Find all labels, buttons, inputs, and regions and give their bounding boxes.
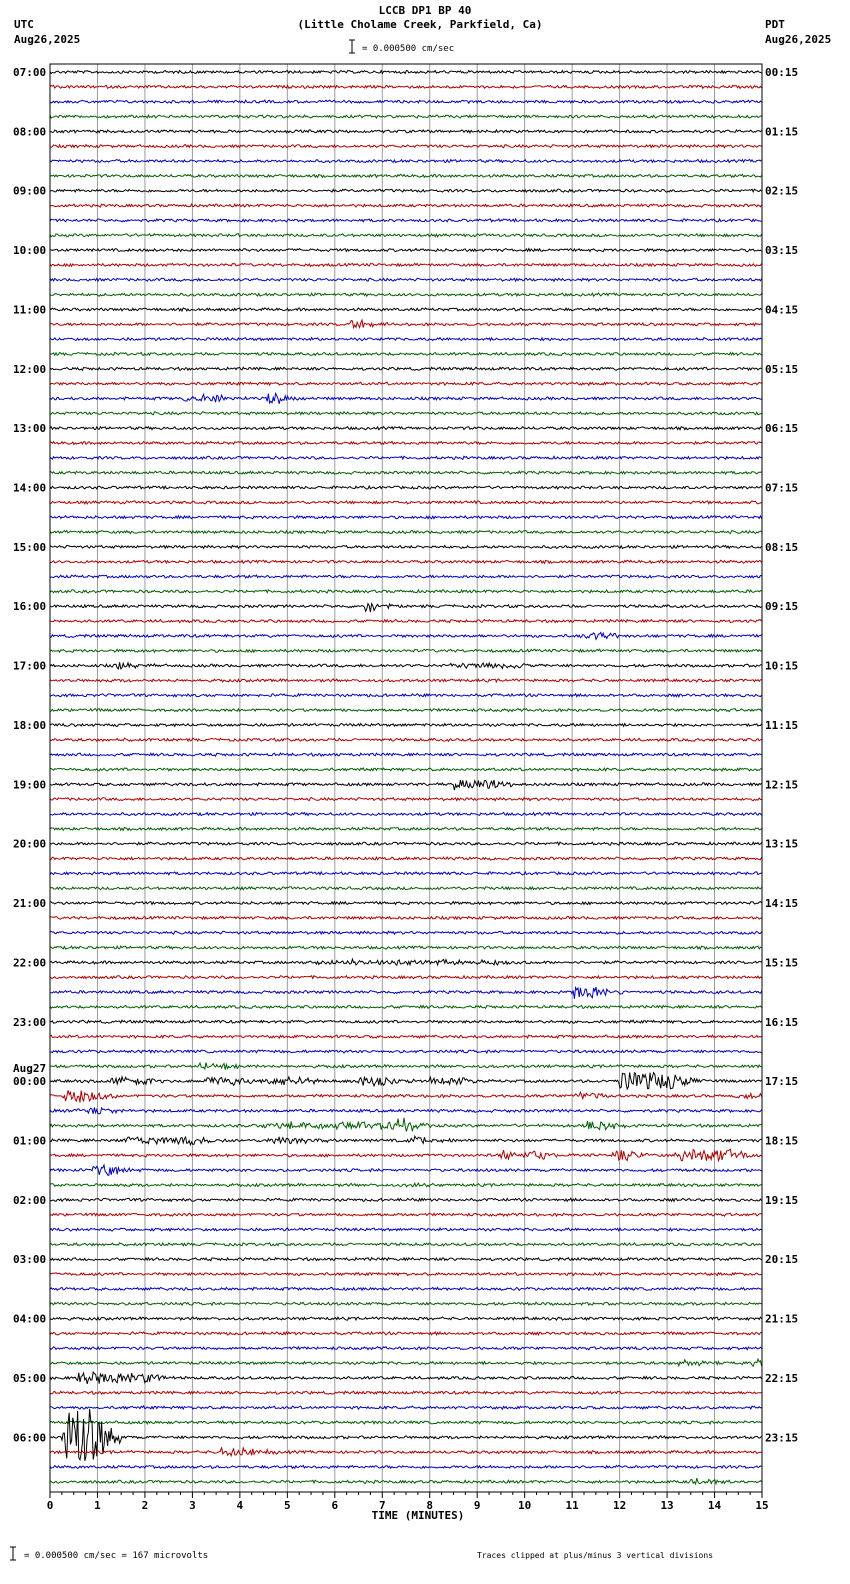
trace-line <box>50 115 762 118</box>
trace-line <box>50 545 762 548</box>
trace-line <box>50 887 762 890</box>
trace-line <box>50 827 762 830</box>
trace-line <box>50 1332 762 1335</box>
trace-line <box>50 1063 762 1070</box>
pdt-hour-label: 23:15 <box>765 1431 799 1445</box>
axis-labels <box>13 66 798 1512</box>
pdt-hour-label: 17:15 <box>765 1075 799 1089</box>
trace-line <box>50 604 762 613</box>
x-tick-label: 9 <box>473 1499 481 1512</box>
x-tick-label: 14 <box>707 1499 722 1512</box>
trace-line <box>50 987 762 999</box>
utc-hour-label: 06:00 <box>13 1431 47 1445</box>
x-tick-label: 2 <box>141 1499 149 1512</box>
trace-line <box>50 1149 762 1160</box>
trace-line <box>50 857 762 860</box>
trace-line <box>50 1302 762 1305</box>
trace-line <box>50 1108 762 1114</box>
pdt-hour-label: 22:15 <box>765 1371 799 1385</box>
station-subtitle: (Little Cholame Creek, Parkfield, Ca) <box>297 18 543 31</box>
trace-line <box>50 768 762 771</box>
trace-line <box>50 486 762 489</box>
trace-line <box>50 976 762 979</box>
trace-line <box>50 1273 762 1276</box>
trace-line <box>50 393 762 403</box>
trace-line <box>50 234 762 237</box>
clip-note: Traces clipped at plus/minus 3 vertical divisions <box>477 1551 714 1560</box>
trace-line <box>50 130 762 133</box>
x-tick-label: 4 <box>236 1499 244 1512</box>
trace-line <box>50 1136 762 1145</box>
x-tick-label: 7 <box>378 1499 386 1512</box>
trace-line <box>50 1317 762 1320</box>
utc-hour-label: 07:00 <box>13 66 47 79</box>
pdt-hour-label: 20:15 <box>765 1253 799 1267</box>
trace-line <box>50 1447 762 1456</box>
trace-line <box>50 367 762 370</box>
trace-line <box>50 1478 762 1484</box>
chart-title: LCCB DP1 BP 40 <box>378 4 472 17</box>
pdt-hour-label: 18:15 <box>765 1134 799 1148</box>
trace-line <box>50 738 762 741</box>
trace-line <box>50 71 762 74</box>
trace-line <box>50 1391 762 1394</box>
trace-line <box>50 931 762 934</box>
utc-hour-label: 16:00 <box>13 600 47 614</box>
utc-hour-label: 19:00 <box>13 778 47 792</box>
trace-line <box>50 1287 762 1290</box>
trace-line <box>50 709 762 712</box>
trace-line <box>50 1406 762 1409</box>
trace-line <box>50 382 762 385</box>
pdt-date-label: Aug26,2025 <box>765 33 832 46</box>
trace-line <box>50 632 762 639</box>
trace-line <box>50 1090 762 1102</box>
pdt-hour-label: 03:15 <box>765 244 799 258</box>
trace-line <box>50 189 762 192</box>
pdt-hour-label: 16:15 <box>765 1015 799 1029</box>
trace-line <box>50 916 762 919</box>
trace-line <box>50 662 762 669</box>
amplitude-scale-label: = 0.000500 cm/sec <box>362 44 455 54</box>
pdt-hour-label: 07:15 <box>765 481 799 495</box>
x-axis-title: TIME (MINUTES) <box>371 1509 465 1522</box>
trace-line <box>50 85 762 88</box>
trace-line <box>50 278 762 281</box>
x-tick-label: 5 <box>284 1499 291 1512</box>
trace-line <box>50 1035 762 1038</box>
pdt-hour-label: 12:15 <box>765 778 799 792</box>
trace-line <box>50 1421 762 1424</box>
utc-hour-label: 18:00 <box>13 718 47 732</box>
trace-line <box>50 338 762 341</box>
utc-hour-label: 12:00 <box>13 362 47 376</box>
trace-line <box>50 145 762 148</box>
x-tick-label: 12 <box>612 1499 627 1512</box>
trace-line <box>50 1183 762 1187</box>
trace-line <box>50 902 762 905</box>
trace-line <box>50 1359 762 1366</box>
pdt-hour-label: 02:15 <box>765 184 799 198</box>
trace-line <box>50 575 762 578</box>
pdt-hour-label: 21:15 <box>765 1312 799 1326</box>
trace-line <box>50 1347 762 1350</box>
trace-line <box>50 308 762 311</box>
trace-line <box>50 842 762 845</box>
x-tick-label: 6 <box>331 1499 339 1512</box>
trace-line <box>50 160 762 163</box>
trace-line <box>50 100 762 103</box>
trace-line <box>50 427 762 430</box>
trace-line <box>50 1073 762 1090</box>
pdt-hour-label: 09:15 <box>765 600 799 614</box>
x-tick-label: 0 <box>46 1499 54 1512</box>
utc-hour-label: 10:00 <box>13 244 47 258</box>
utc-hour-label: 05:00 <box>13 1371 47 1385</box>
utc-hour-label: 09:00 <box>13 184 47 198</box>
pdt-hour-label: 14:15 <box>765 897 799 911</box>
trace-line <box>50 501 762 504</box>
date-change-label: Aug27 <box>13 1062 47 1076</box>
trace-line <box>50 1243 762 1246</box>
utc-hour-label: 23:00 <box>13 1015 47 1029</box>
x-tick-label: 1 <box>94 1499 101 1512</box>
trace-line <box>50 679 762 682</box>
pdt-zone-label: PDT <box>765 18 785 31</box>
utc-hour-label: 22:00 <box>13 956 47 970</box>
pdt-hour-label: 10:15 <box>765 659 799 673</box>
trace-line <box>50 1198 762 1201</box>
pdt-hour-label: 19:15 <box>765 1193 799 1207</box>
trace-line <box>50 204 762 207</box>
trace-line <box>50 620 762 623</box>
trace-line <box>50 531 762 534</box>
utc-hour-label: 00:00 <box>13 1075 47 1089</box>
trace-line <box>50 1372 762 1384</box>
trace-line <box>50 1118 762 1132</box>
trace-line <box>50 1005 762 1008</box>
trace-line <box>50 872 762 875</box>
trace-line <box>50 412 762 415</box>
x-tick-label: 10 <box>518 1499 532 1512</box>
utc-hour-label: 03:00 <box>13 1253 47 1267</box>
trace-line <box>50 560 762 563</box>
utc-hour-label: 01:00 <box>13 1134 47 1148</box>
pdt-hour-label: 11:15 <box>765 718 799 732</box>
seismic-traces <box>50 71 762 1485</box>
trace-line <box>50 1213 762 1216</box>
trace-line <box>50 1465 762 1468</box>
x-tick-label: 15 <box>755 1499 769 1512</box>
trace-line <box>50 946 762 949</box>
pdt-hour-label: 01:15 <box>765 125 799 139</box>
trace-line <box>50 694 762 697</box>
x-tick-label: 13 <box>660 1499 674 1512</box>
trace-line <box>50 649 762 652</box>
trace-line <box>50 1228 762 1231</box>
utc-zone-label: UTC <box>14 18 34 31</box>
x-tick-label: 3 <box>189 1499 196 1512</box>
trace-line <box>50 219 762 222</box>
trace-line <box>50 352 762 355</box>
pdt-hour-label: 04:15 <box>765 303 799 317</box>
utc-hour-label: 20:00 <box>13 837 47 851</box>
trace-line <box>50 293 762 296</box>
trace-line <box>50 813 762 816</box>
pdt-hour-label: 15:15 <box>765 956 799 970</box>
trace-line <box>50 798 762 801</box>
trace-line <box>50 263 762 266</box>
utc-date-label: Aug26,2025 <box>14 33 81 46</box>
utc-hour-label: 13:00 <box>13 422 47 436</box>
utc-hour-label: 15:00 <box>13 540 47 554</box>
pdt-hour-label: 05:15 <box>765 362 799 376</box>
trace-line <box>50 724 762 727</box>
utc-hour-label: 04:00 <box>13 1312 47 1326</box>
trace-line <box>50 780 762 790</box>
trace-line <box>50 1020 762 1023</box>
trace-line <box>50 456 762 459</box>
footer-scale-note: = 0.000500 cm/sec = 167 microvolts <box>24 1551 209 1561</box>
x-tick-label: 8 <box>426 1499 434 1512</box>
trace-line <box>50 1165 762 1175</box>
trace-line <box>50 1050 762 1053</box>
trace-line <box>50 590 762 593</box>
utc-hour-label: 02:00 <box>13 1193 47 1207</box>
pdt-hour-label: 06:15 <box>765 422 799 436</box>
utc-hour-label: 14:00 <box>13 481 47 495</box>
pdt-hour-label: 08:15 <box>765 540 799 554</box>
trace-line <box>50 516 762 519</box>
utc-hour-label: 21:00 <box>13 897 47 911</box>
pdt-hour-label: 00:15 <box>765 66 799 79</box>
trace-line <box>50 174 762 177</box>
trace-line <box>50 1258 762 1261</box>
utc-hour-label: 17:00 <box>13 659 47 673</box>
trace-line <box>50 959 762 965</box>
trace-line <box>50 471 762 474</box>
x-tick-label: 11 <box>565 1499 579 1512</box>
utc-hour-label: 08:00 <box>13 125 47 139</box>
trace-line <box>50 753 762 756</box>
trace-line <box>50 249 762 252</box>
trace-line <box>50 441 762 444</box>
pdt-hour-label: 13:15 <box>765 837 799 851</box>
trace-line <box>50 320 762 328</box>
utc-hour-label: 11:00 <box>13 303 47 317</box>
